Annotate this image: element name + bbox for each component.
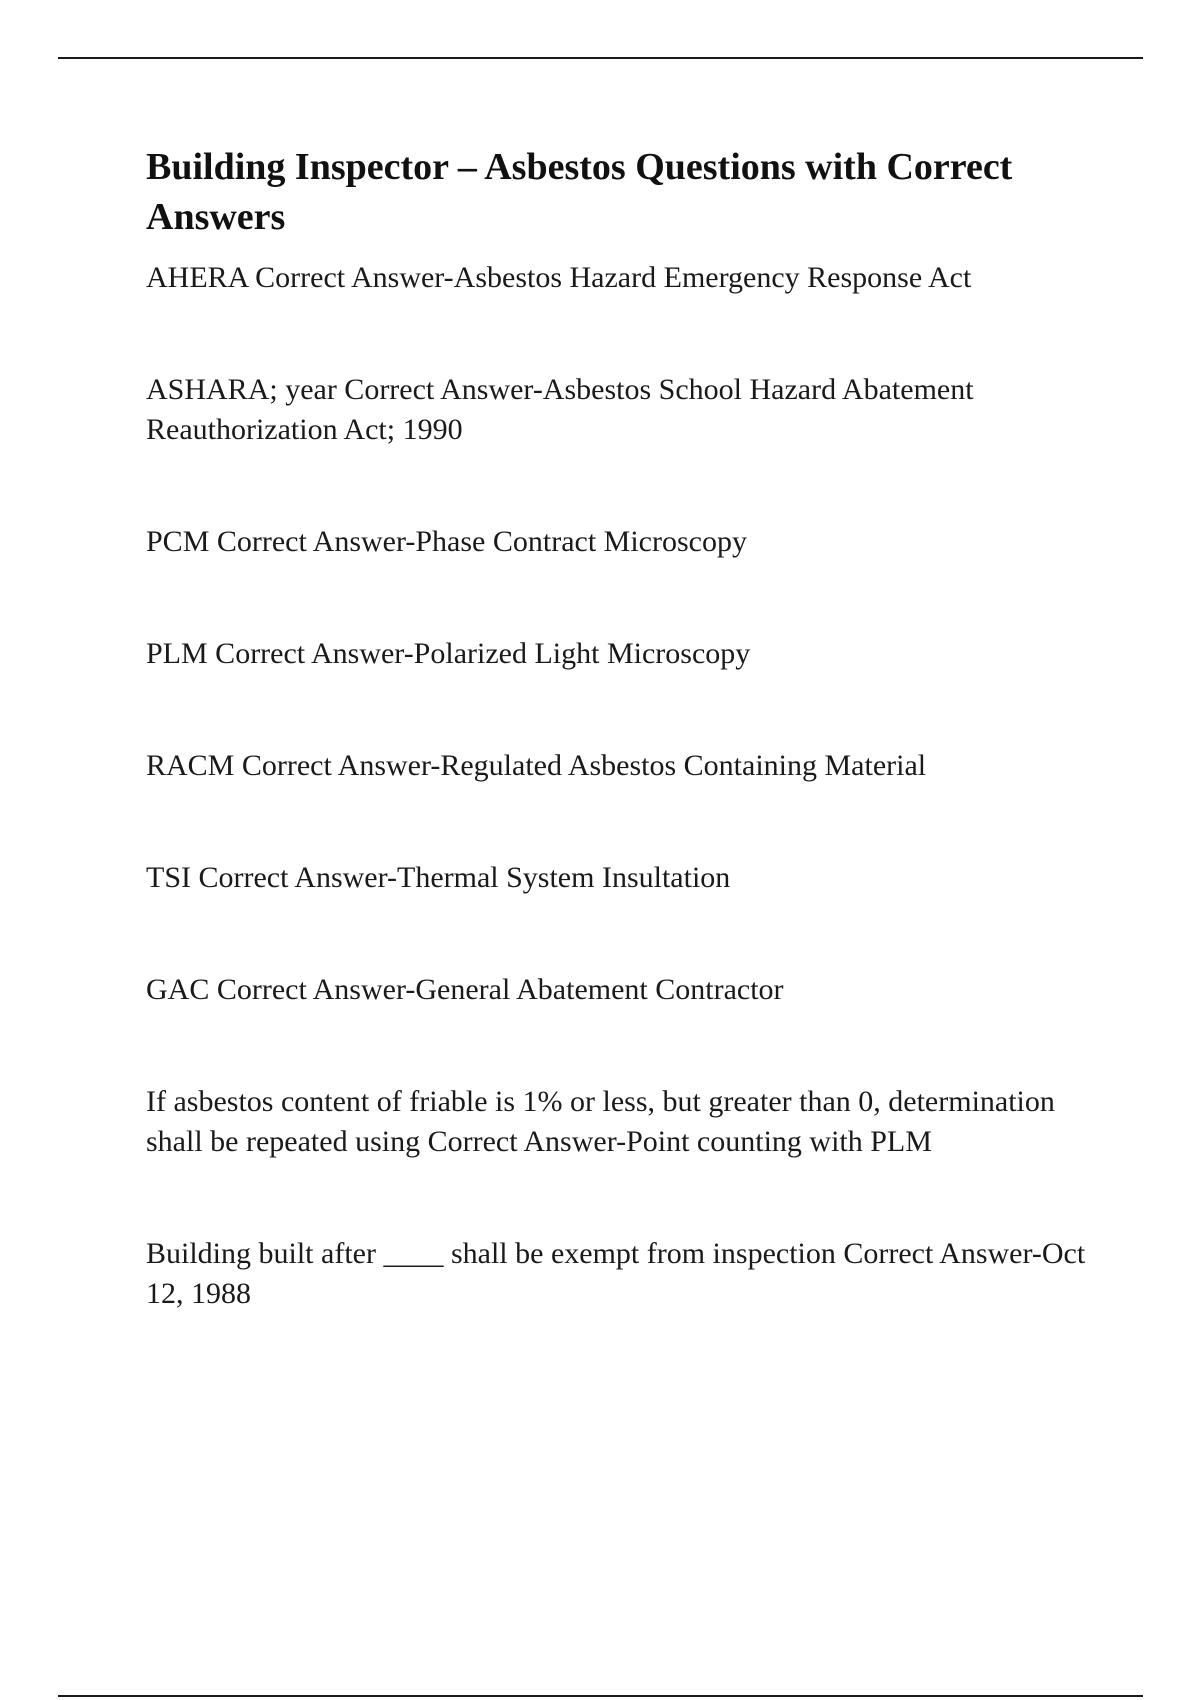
qa-item-ashara: ASHARA; year Correct Answer-Asbestos School Hazard Abatement Reauthorization Act; 1990 — [146, 373, 974, 446]
qa-item-ahera: AHERA Correct Answer-Asbestos Hazard Emergency Response Act — [146, 261, 972, 294]
qa-item-pcm: PCM Correct Answer-Phase Contract Microscopy — [146, 525, 747, 558]
qa-item-plm: PLM Correct Answer-Polarized Light Microscopy — [146, 637, 751, 670]
qa-item-gac: GAC Correct Answer-General Abatement Contractor — [146, 973, 784, 1006]
qa-item-point-counting: If asbestos content of friable is 1% or less, but greater than 0, determination shall be repeated using Correct Answer-Point counting with PLM — [146, 1085, 1055, 1158]
qa-list — [146, 258, 1086, 1314]
qa-item-exemption-date: Building built after ____ shall be exempt from inspection Correct Answer-Oct 12, 1988 — [146, 1237, 1086, 1310]
document-title: Building Inspector – Asbestos Questions with Correct Answers — [146, 146, 1013, 238]
qa-item-tsi: TSI Correct Answer-Thermal System Insultation — [146, 861, 731, 894]
top-divider — [58, 57, 1143, 59]
document-body — [146, 142, 1086, 1314]
qa-item-racm: RACM Correct Answer-Regulated Asbestos Containing Material — [146, 749, 927, 782]
bottom-divider — [58, 1695, 1143, 1697]
